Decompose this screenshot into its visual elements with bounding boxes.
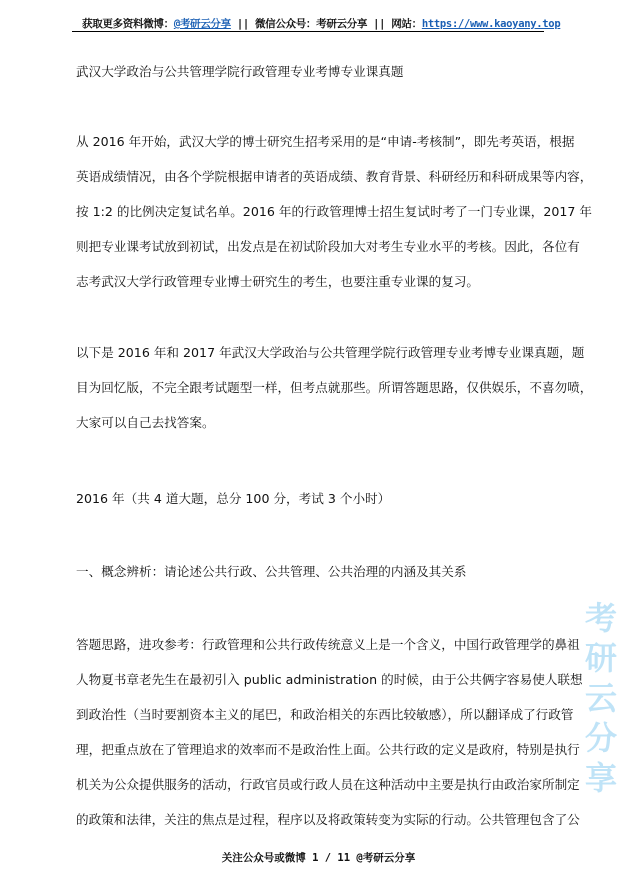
question-heading: 一、概念辨析：请论述公共行政、公共管理、公共治理的内涵及其关系 bbox=[76, 564, 467, 579]
watermark bbox=[583, 598, 619, 798]
paragraph-line: 大家可以自己去找答案。 bbox=[76, 415, 215, 430]
answer-line: 的政策和法律，关注的焦点是过程，程序以及将政策转变为实际的行动。公共管理包含了公 bbox=[76, 812, 580, 827]
weibo-label: 获取更多资料微博： bbox=[82, 18, 174, 30]
answer-line: 理，把重点放在了管理追求的效率而不是政治性上面。公共行政的定义是政府，特别是执行 bbox=[76, 742, 580, 757]
paragraph-line: 则把专业课考试放到初试，出发点是在初试阶段加大对考生专业水平的考核。因此，各位有 bbox=[76, 239, 580, 254]
wechat-label: 微信公众号：考研云分享 bbox=[254, 18, 368, 30]
answer-line: 到政治性（当时要割资本主义的尾巴，和政治相关的东西比较敏感），所以翻译成了行政管 bbox=[76, 707, 574, 722]
watermark-char: 考 bbox=[584, 599, 617, 637]
watermark-char: 研 bbox=[584, 639, 617, 677]
document-title: 武汉大学政治与公共管理学院行政管理专业考博专业课真题 bbox=[76, 64, 404, 79]
page-footer: 关注公众号或微博 1 / 11 @考研云分享 bbox=[221, 852, 416, 864]
paragraph-line: 从 2016 年开始，武汉大学的博士研究生招考采用的是“申请-考核制”，即先考英语，根据 bbox=[76, 134, 575, 149]
answer-line: 人物夏书章老先生在最初引入 public administration 的时候，由于公共俩字容易使人联想 bbox=[76, 672, 583, 687]
watermark-char: 享 bbox=[584, 759, 617, 797]
header-divider bbox=[72, 31, 544, 32]
paragraph-line: 志考武汉大学行政管理专业博士研究生的考生，也要注重专业课的复习。 bbox=[76, 274, 479, 289]
separator: || bbox=[230, 18, 255, 30]
paragraph-line: 以下是 2016 年和 2017 年武汉大学政治与公共管理学院行政管理专业考博专业课真题，题 bbox=[76, 345, 585, 360]
answer-line: 答题思路，进攻参考：行政管理和公共行政传统意义上是一个含义，中国行政管理学的鼻祖 bbox=[76, 637, 580, 652]
watermark-char: 分 bbox=[584, 719, 617, 757]
site-label: 网站： bbox=[391, 18, 422, 30]
exam-info: 2016 年（共 4 道大题，总分 100 分，考试 3 个小时） bbox=[76, 491, 391, 506]
paragraph-line: 按 1:2 的比例决定复试名单。2016 年的行政管理博士招生复试时考了一门专业课，2017 年 bbox=[76, 204, 592, 219]
site-link[interactable]: https://www.kaoyany.top bbox=[421, 18, 561, 30]
weibo-link[interactable]: @考研云分享 bbox=[173, 18, 231, 30]
paragraph-line: 目为回忆版，不完全跟考试题型一样，但考点就那些。所谓答题思路，仅供娱乐，不喜勿喷， bbox=[76, 380, 593, 395]
watermark-char: 云 bbox=[584, 679, 617, 717]
answer-line: 机关为公众提供服务的活动，行政官员或行政人员在这种活动中主要是执行由政治家所制定 bbox=[76, 777, 580, 792]
separator: || bbox=[367, 18, 392, 30]
paragraph-line: 英语成绩情况，由各个学院根据申请者的英语成绩、教育背景、科研经历和科研成果等内容， bbox=[76, 169, 593, 184]
page-header bbox=[82, 16, 560, 31]
